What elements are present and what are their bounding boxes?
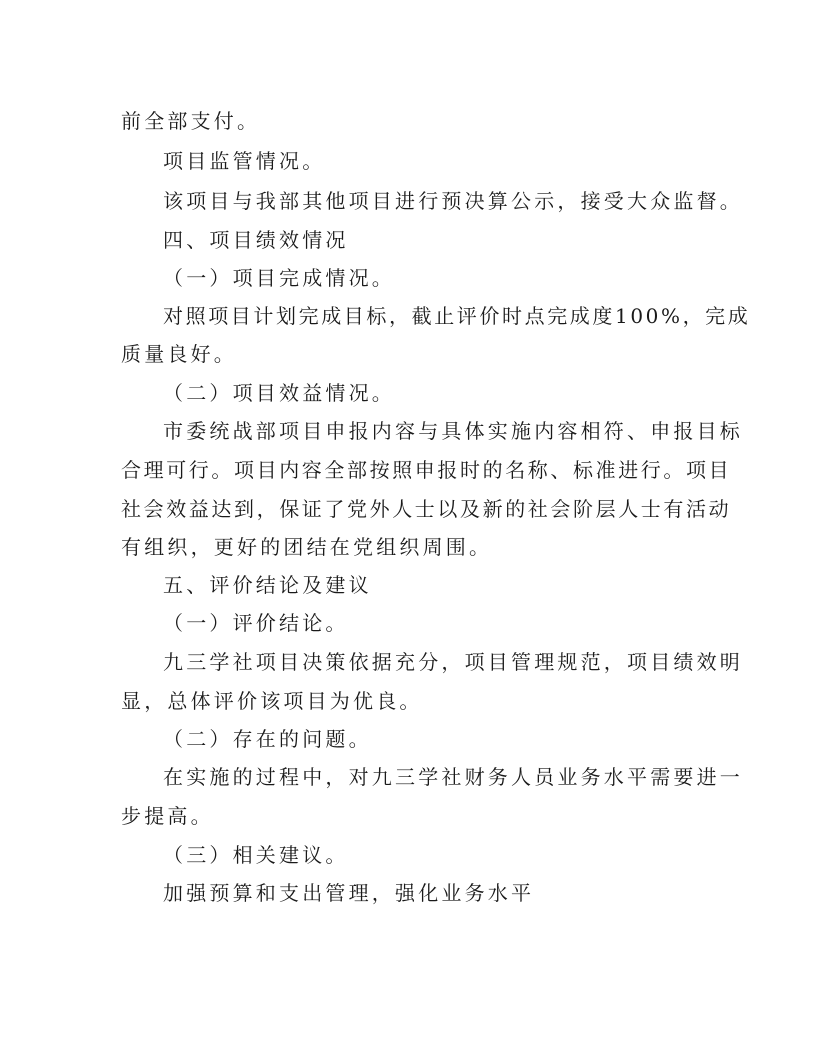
section-heading: 四、项目绩效情况: [163, 228, 349, 252]
text-line: 加强预算和支出管理，强化业务水平: [163, 881, 535, 905]
text-line: 九三学社项目决策依据充分，项目管理规范，项目绩效明: [163, 650, 743, 674]
text-line: 质量良好。: [121, 342, 237, 366]
text-line: 项目监管情况。: [163, 149, 326, 173]
subsection-heading: （一）项目完成情况。: [163, 266, 395, 290]
subsection-heading: （一）评价结论。: [163, 611, 349, 635]
subsection-heading: （三）相关建议。: [163, 843, 349, 867]
text-line: 步提高。: [121, 804, 214, 828]
subsection-heading: （二）存在的问题。: [163, 727, 372, 751]
text-line: 显，总体评价该项目为优良。: [121, 689, 423, 713]
text-line: 有组织，更好的团结在党组织周围。: [121, 535, 493, 559]
text-line: 对照项目计划完成目标，截止评价时点完成度100%，完成: [163, 304, 751, 328]
text-line: 前全部支付。: [121, 109, 261, 133]
text-line: 社会效益达到，保证了党外人士以及新的社会阶层人士有活动: [121, 497, 732, 521]
text-line: 市委统战部项目申报内容与具体实施内容相符、申报目标: [163, 419, 743, 443]
text-line: 在实施的过程中，对九三学社财务人员业务水平需要进一: [163, 765, 743, 789]
text-line: 该项目与我部其他项目进行预决算公示，接受大众监督。: [163, 189, 743, 213]
section-heading: 五、评价结论及建议: [163, 573, 372, 597]
text-line: 合理可行。项目内容全部按照申报时的名称、标准进行。项目: [121, 458, 732, 482]
subsection-heading: （二）项目效益情况。: [163, 381, 395, 405]
